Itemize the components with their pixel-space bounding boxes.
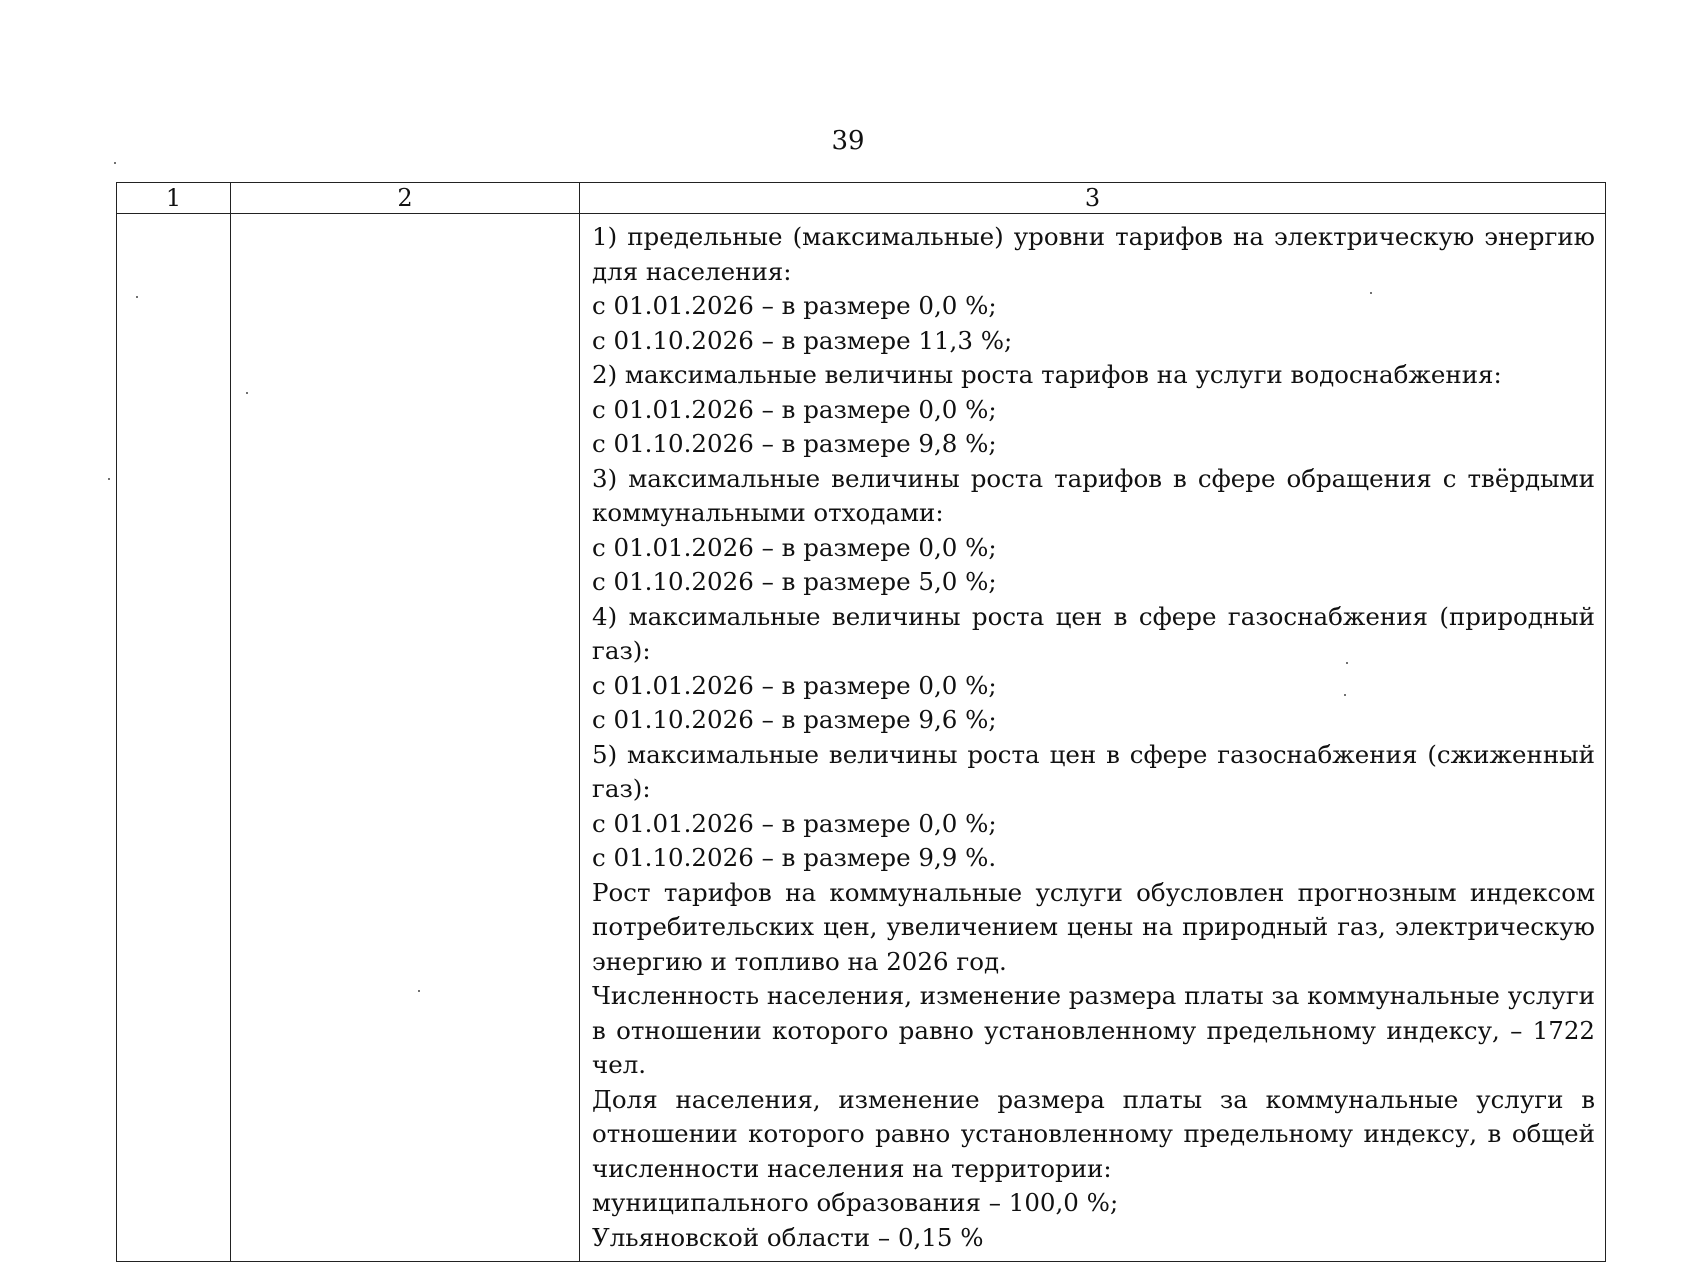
header-col-2: 2 — [231, 183, 580, 214]
table-row — [117, 214, 1606, 1262]
natural-gas-oct: с 01.10.2026 – в размере 9,6 %; — [592, 705, 997, 734]
waste-tariff-heading: 3) максимальные величины роста тарифов в сфере обращения с твёрдыми коммунальными отходами: — [592, 463, 1595, 527]
electricity-tariff-heading: 1) предельные (максимальные) уровни тарифов на электрическую энергию для населения: — [592, 222, 1595, 286]
liquefied-gas-oct: с 01.10.2026 – в размере 9,9 %. — [592, 843, 997, 872]
scan-speck — [1370, 292, 1372, 294]
natural-gas-jan: с 01.01.2026 – в размере 0,0 %; — [592, 670, 997, 700]
scan-speck — [114, 162, 116, 164]
scan-speck — [1344, 694, 1346, 696]
electricity-tariff-jan: с 01.01.2026 – в размере 0,0 %; — [592, 291, 997, 320]
cell-col-1 — [117, 214, 231, 1262]
cell-col-3 — [580, 214, 1606, 1262]
scan-speck — [136, 296, 138, 298]
waste-tariff-jan: с 01.01.2026 – в размере 0,0 %; — [592, 532, 997, 562]
header-col-3: 3 — [580, 183, 1606, 214]
electricity-tariff-oct: с 01.10.2026 – в размере 11,3 %; — [592, 325, 1013, 355]
population-share-municipal: муниципального образования – 100,0 %; — [592, 1188, 1119, 1217]
page-number: 39 — [831, 126, 865, 156]
population-share-region: Ульяновской области – 0,15 % — [592, 1222, 984, 1252]
cell-col-2 — [231, 214, 580, 1262]
tariff-growth-reason: Рост тарифов на коммунальные услуги обусловлен прогнозным индексом потребительских цен, увеличением цены на природный газ, электрическую энергию и топливо на 2026 год. — [592, 877, 1595, 976]
document-table — [116, 182, 1606, 1262]
water-tariff-jan: с 01.01.2026 – в размере 0,0 %; — [592, 394, 997, 424]
scan-speck — [108, 478, 110, 480]
scan-speck — [1346, 662, 1348, 664]
population-share-heading: Доля населения, изменение размера платы за коммунальные услуги в отношении которого равно установленному предельному индексу, в общей численности населения на территории: — [592, 1084, 1595, 1183]
header-col-1: 1 — [117, 183, 231, 214]
natural-gas-heading: 4) максимальные величины роста цен в сфере газоснабжения (природный газ): — [592, 601, 1595, 665]
table-header-row — [117, 183, 1606, 214]
water-tariff-oct: с 01.10.2026 – в размере 9,8 %; — [592, 429, 997, 458]
liquefied-gas-heading: 5) максимальные величины роста цен в сфере газоснабжения (сжиженный газ): — [592, 739, 1595, 803]
water-tariff-heading: 2) максимальные величины роста тарифов на услуги водоснабжения: — [592, 360, 1502, 389]
waste-tariff-oct: с 01.10.2026 – в размере 5,0 %; — [592, 567, 997, 596]
population-count: Численность населения, изменение размера платы за коммунальные услуги в отношении которого равно установленному предельному индексу, – 1722 чел. — [592, 981, 1596, 1079]
scan-speck — [246, 392, 248, 394]
liquefied-gas-jan: с 01.01.2026 – в размере 0,0 %; — [592, 808, 997, 838]
scan-speck — [418, 990, 420, 992]
